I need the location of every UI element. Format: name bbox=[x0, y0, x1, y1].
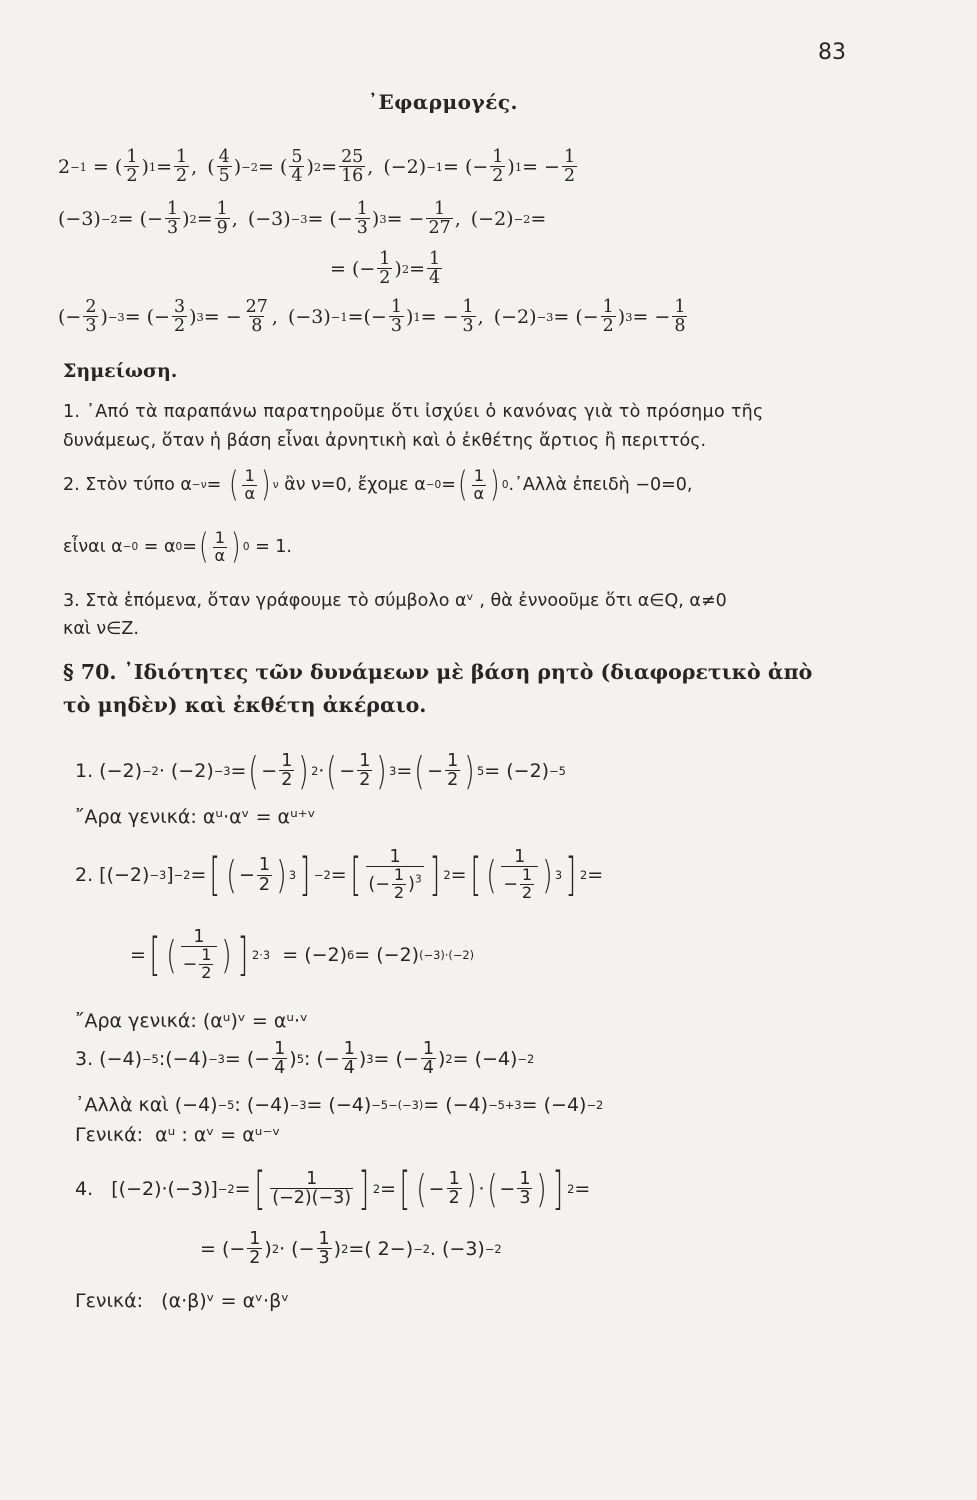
note-3-line-1: 3. Στὰ ἑπόμενα, ὅταν γράφουμε τὸ σύμβολο αᵛ , θὰ ἐννοοῦμε ὅτι α∈Q, α≠0 bbox=[63, 591, 727, 611]
formula-row-4: (− 2 3 ) −3 = (− 3 2 ) 3 = − 27 8 , (−3) −1 =(− 1 3 ) 1 = − 1 3 , (−2) −3 = (− 1 2 ) 3 = − 1 8 bbox=[58, 297, 686, 337]
general-prefix-2: ῎Αρα γενικά: bbox=[75, 1010, 197, 1032]
note-2-line-1: 2. Στὸν τύπο α −ν = ( 1 α ) ν ἂν ν=0, ἔχομε α −0 = ( 1 α ) 0 .᾿Αλλὰ ἐπειδὴ −0=0, bbox=[63, 465, 693, 506]
rule-2: (αᵘ)ᵛ = αᵘ·ᵛ bbox=[202, 1010, 308, 1032]
note-2-if: ἂν ν=0, ἔχομε α bbox=[284, 475, 426, 496]
note-3-line-2: καὶ ν∈Z. bbox=[63, 619, 139, 639]
section-70-title: § 70. ᾿Ιδιότητες τῶν δυνάμεων μὲ βάση ρητὸ (διαφορετικὸ ἀπὸ τὸ μηδὲν) καὶ ἐκθέτη ἀκέραιο. bbox=[63, 660, 813, 717]
note-2-line-2-start: εἶναι α bbox=[63, 537, 123, 558]
applications-heading: ᾿Εφαρμογές. bbox=[368, 90, 519, 114]
property-2-rule bbox=[75, 1010, 308, 1032]
property-3-formula: 3. (−4) −5 :(−4) −3 = (− 1 4 ) 5 : (− 1 4 ) 3 = (− 1 4 ) 2 = (−4) −2 bbox=[75, 1039, 535, 1079]
note-2-line-2: εἶναι α −0 = α 0 = ( 1 α ) 0 = 1. bbox=[63, 527, 292, 568]
rule-4: (α·β)ᵛ = αᵛ·βᵛ bbox=[161, 1290, 290, 1312]
formula-row-3: = (− 1 2 ) 2 = 1 4 bbox=[330, 249, 441, 289]
note-1-line-1: 1. ᾿Από τὰ παραπάνω παρατηροῦμε ὅτι ἰσχύει ὁ κανόνας γιὰ τὸ πρόσημο τῆς bbox=[63, 402, 764, 422]
property-4-rule bbox=[75, 1290, 289, 1312]
note-label: Σημείωση. bbox=[63, 360, 178, 382]
property-2-formula-cont: = [ ( 1 − $\frac{1}{2}$ ) ] 2·3 = (−2) 6 = (−2) (−3)·(−2) bbox=[130, 927, 475, 983]
genika-4: Γενικά: bbox=[75, 1290, 144, 1312]
property-3-rule bbox=[75, 1124, 280, 1146]
page-number: 83 bbox=[818, 40, 846, 65]
note-1-line-2: δυνάμεως, ὅταν ἡ βάση εἶναι ἀρνητικὴ καὶ ὁ ἐκθέτης ἄρτιος ἢ περιττός. bbox=[63, 431, 707, 451]
property-3-alt: ᾿Αλλὰ καὶ (−4) −5 : (−4) −3 = (−4) −5−(−3) = (−4) −5+3 = (−4) −2 bbox=[75, 1094, 604, 1116]
property-4-formula: 4. [(−2)·(−3)] −2 = [ 1 (−2)(−3) ] 2 = [ ( − 1 2 ) · ( − 1 3 ) ] 2 = bbox=[75, 1161, 591, 1215]
property-1-rule bbox=[75, 806, 316, 828]
property-4-formula-cont: = (− 1 2 ) 2 · (− 1 3 ) 2 =( 2−) −2 . (−3) −2 bbox=[200, 1229, 502, 1269]
formula-row-1: 2 −1 = ( 1 2 ) 1 = 1 2 , ( 4 5 ) −2 = ( 5 4 ) 2 = 25 16 , (−2) −1 = (− 1 2 ) 1 = − 1 2 bbox=[58, 147, 576, 187]
note-2-but: .᾿Αλλὰ ἐπειδὴ −0=0, bbox=[508, 475, 693, 496]
rule-3: αᵘ : αᵛ = αᵘ⁻ᵛ bbox=[155, 1124, 281, 1146]
general-prefix-1: ῎Αρα γενικά: bbox=[75, 806, 197, 828]
alla-kai: ᾿Αλλὰ καὶ bbox=[75, 1094, 169, 1116]
rule-1: αᵘ·αᵛ = αᵘ⁺ᵛ bbox=[202, 806, 316, 828]
property-1-formula: 1. (−2) −2 · (−2) −3 = ( − 1 2 ) 2 · ( − 1 2 ) 3 = ( − 1 2 ) 5 = (−2) −5 bbox=[75, 748, 566, 793]
genika-3: Γενικά: bbox=[75, 1124, 144, 1146]
formula-row-2: (−3) −2 = (− 1 3 ) 2 = 1 9 , (−3) −3 = (− 1 3 ) 3 = − 1 27 , (−2) −2 = bbox=[58, 199, 547, 239]
property-2-formula: 2. [(−2) −3 ] −2 = [ ( − 1 2 ) 3 ] −2 = [ 1 (− $\frac{1}{2}$ )$^3$ ] 2 = [ ( 1 − $\frac{1}{2}$ ) 3 ] 2 = bbox=[75, 847, 604, 903]
note-2-start: 2. Στὸν τύπο α bbox=[63, 475, 192, 496]
